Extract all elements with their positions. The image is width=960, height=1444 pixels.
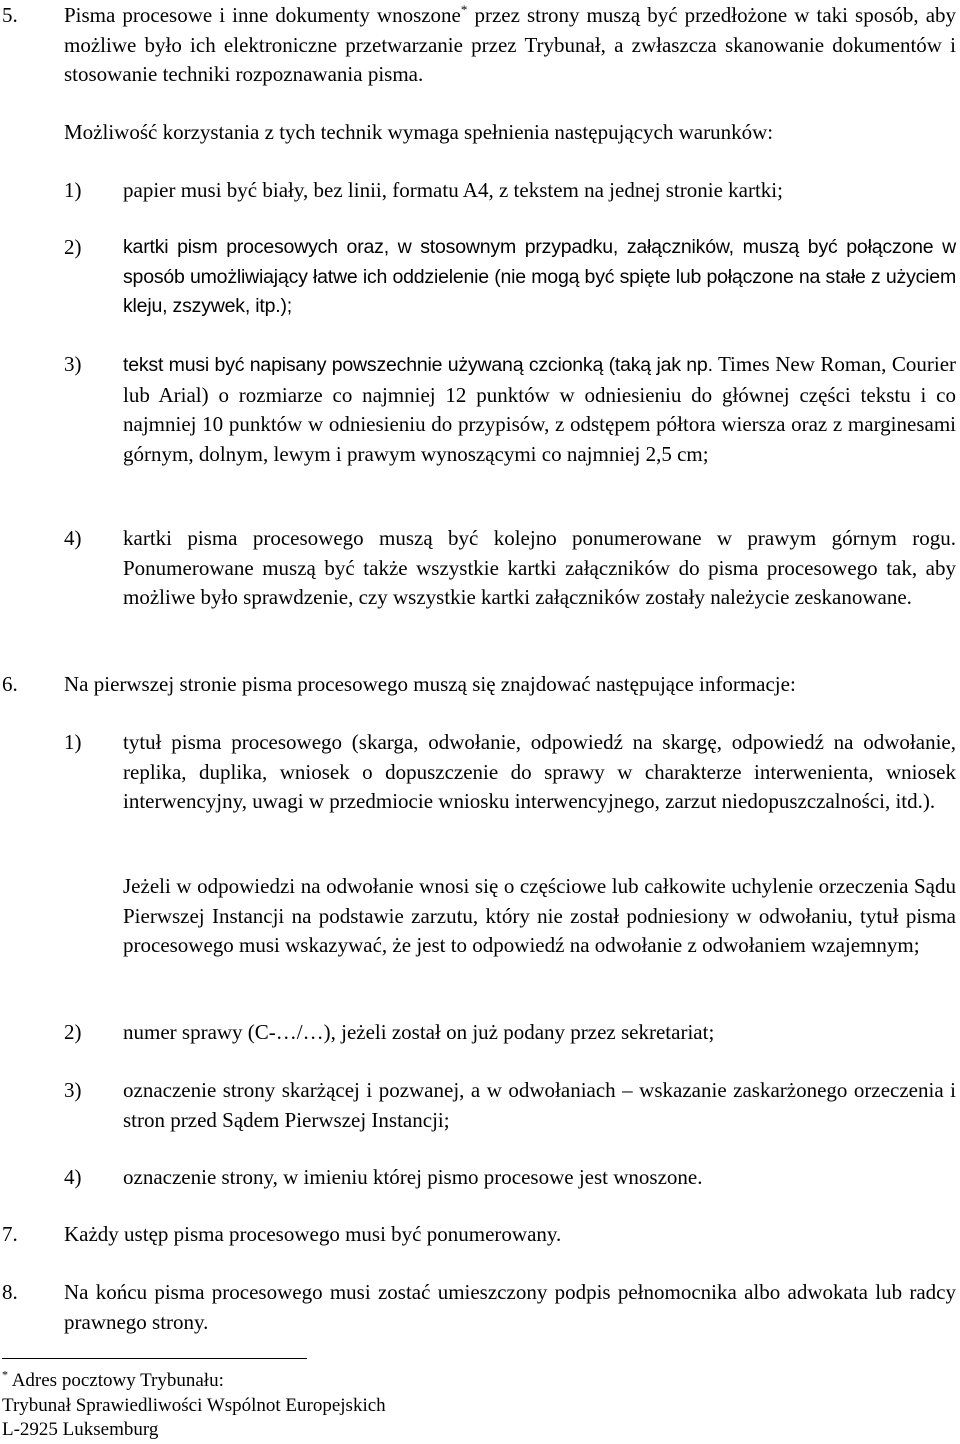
s5-item-2-number: 2) <box>64 235 82 259</box>
section-5-number: 5. <box>2 3 18 27</box>
section-5-text-after: przez strony muszą być przedłożone w taki sposób, aby możliwe było ich elektroniczne przetwarzanie przez Trybunał, a zwłaszcza skanowanie dokumentów i stosowanie techniki rozpoznawania pisma. <box>64 3 957 86</box>
footnote-reference: * <box>460 2 468 17</box>
section-5-text-before: Pisma procesowe i inne dokumenty wnoszone <box>64 3 461 27</box>
s5-item-1-number: 1) <box>64 178 82 202</box>
s5-item-2-text: kartki pism procesowych oraz, w stosownym przypadku, załączników, muszą być połączone w sposób umożliwiający łatwe ich oddzielenie (nie mogą być spięte lub połączone na stałe z użyciem kleju, zszywek, itp.); <box>123 236 956 317</box>
footnote-line-3: L-2925 Luksemburg <box>2 1419 159 1440</box>
s6-item-2-text: numer sprawy (C-…/…), jeżeli został on już podany przez sekretariat; <box>123 1020 715 1044</box>
s6-item-2-number: 2) <box>64 1020 82 1044</box>
s6-item-1-number: 1) <box>64 730 82 754</box>
section-7-number: 7. <box>2 1222 18 1246</box>
s5-item-3-text-b: Times New Roman, Courier lub Arial) o rozmiarze co najmniej 12 punktów w odniesieniu do głównej części tekstu i co najmniej 10 punktów w odniesieniu do przypisów, z odstępem półtora wiersza oraz z marginesami górnym, dolnym, lewym i prawym wynoszącymi co najmniej 2,5 cm; <box>123 352 957 466</box>
s5-item-3-paragraph <box>123 350 956 469</box>
s6-item-3-number: 3) <box>64 1078 82 1102</box>
s5-item-4-text-b: Ponumerowane muszą być także wszystkie kartki załączników do pisma procesowego tak, aby możliwe było sprawdzenie, czy wszystkie kartki załączników zostały należycie zeskanowane. <box>123 555 956 609</box>
section-5-paragraph <box>64 1 956 90</box>
footnote-line-2: Trybunał Sprawiedliwości Wspólnot Europejskich <box>2 1395 386 1416</box>
s5-item-3-text-a: tekst musi być napisany powszechnie używaną czcionką (taką jak np. <box>123 354 713 376</box>
footnote-marker: * <box>2 1367 8 1382</box>
s5-item-3-number: 3) <box>64 352 82 376</box>
s6-item-4-text: oznaczenie strony, w imieniu której pismo procesowe jest wnoszone. <box>123 1165 703 1189</box>
s6-item-1-continuation: Jeżeli w odpowiedzi na odwołanie wnosi się o częściowe lub całkowite uchylenie orzeczenia Sądu Pierwszej Instancji na podstawie zarzutu, który nie został podniesiony w odwołaniu, tytuł pisma procesowego musi wskazywać, że jest to odpowiedź na odwołanie z odwołaniem wzajemnym; <box>123 874 956 957</box>
footnote-separator <box>2 1358 307 1359</box>
s6-item-1-text: tytuł pisma procesowego (skarga, odwołanie, odpowiedź na skargę, odpowiedź na odwołanie, replika, duplika, wniosek o dopuszczenie do sprawy w charakterze interwenienta, wniosek interwencyjny, uwagi w przedmiocie wniosku interwencyjnego, zarzut niedopuszczalności, itd.). <box>123 730 956 813</box>
s5-item-4-paragraph <box>123 524 956 613</box>
s6-item-3-text: oznaczenie strony skarżącej i pozwanej, a w odwołaniach – wskazanie zaskarżonego orzeczenia i stron przed Sądem Pierwszej Instancji; <box>123 1078 956 1132</box>
section-8-number: 8. <box>2 1280 18 1304</box>
footnote-line-1-text: Adres pocztowy Trybunału: <box>8 1370 224 1391</box>
s5-item-1-text: papier musi być biały, bez linii, formatu A4, z tekstem na jednej stronie kartki; <box>123 178 783 202</box>
section-5-intro: Możliwość korzystania z tych technik wymaga spełnienia następujących warunków: <box>64 120 774 144</box>
s6-item-4-number: 4) <box>64 1165 82 1189</box>
s5-item-4-number: 4) <box>64 526 82 550</box>
section-8-text: Na końcu pisma procesowego musi zostać umieszczony podpis pełnomocnika albo adwokata lub radcy prawnego strony. <box>64 1280 956 1334</box>
s5-item-4-text-a: kartki pisma procesowego muszą być kolejno ponumerowane w prawym górnym rogu. <box>123 526 956 550</box>
section-6-text: Na pierwszej stronie pisma procesowego muszą się znajdować następujące informacje: <box>64 672 796 696</box>
footnote-line-1 <box>2 1369 224 1393</box>
section-7-text: Każdy ustęp pisma procesowego musi być ponumerowany. <box>64 1222 562 1246</box>
section-6-number: 6. <box>2 672 18 696</box>
